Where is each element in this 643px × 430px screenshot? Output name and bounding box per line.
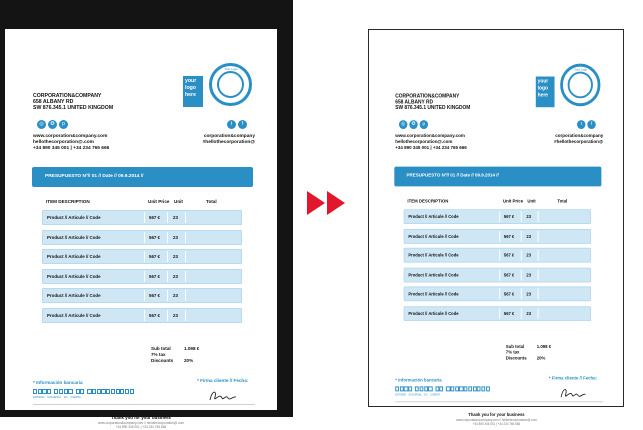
item-quantity: 23: [526, 272, 531, 278]
item-description: Product // Articule // Code: [408, 214, 459, 220]
item-quantity: 23: [173, 273, 178, 279]
social-handles: corporation&company #hellothecorporation@: [202, 134, 255, 145]
table-row: [404, 248, 591, 263]
twitter-icon[interactable]: t: [577, 120, 585, 129]
arrow-right-icon: [327, 191, 345, 215]
stamp-text: Your Logo: [574, 67, 588, 72]
instagram-icon[interactable]: ◎: [37, 120, 46, 129]
bank-field-labels: ENTIDAD SUCURSAL DC CUENTA: [395, 393, 441, 397]
website-link[interactable]: www.corporation&company.com: [395, 133, 465, 139]
table-row: [42, 308, 242, 323]
invoice-content: [369, 30, 624, 427]
pinterest-icon[interactable]: p: [59, 120, 68, 129]
item-price: 567 €: [503, 233, 515, 239]
item-quantity: 23: [173, 293, 178, 299]
company-name: CORPORATION&COMPANY: [33, 93, 102, 99]
thank-you-note: Thank you for your business: [110, 415, 171, 420]
item-price: 567 €: [149, 234, 160, 240]
header-unit-price: Unit Price: [148, 199, 170, 204]
signature-scribble: [559, 385, 587, 401]
twitter-icon[interactable]: t: [227, 120, 236, 129]
bank-info-label: * Información bancaria: [33, 380, 83, 385]
company-address: [395, 93, 470, 111]
address-line: SW 876.345.1 UNITED KINGDOM: [395, 105, 471, 112]
website-link[interactable]: www.corporation&company.com: [33, 134, 108, 139]
header-total: Total: [206, 199, 217, 204]
social-icons-right: [577, 120, 596, 129]
item-quantity: 23: [173, 234, 178, 240]
social-handles: corporation&company #hellothecorporation@: [554, 133, 604, 145]
logo-placeholder: your logo here: [536, 77, 555, 108]
company-address: [33, 93, 113, 112]
item-description: Product // Articule // Code: [408, 272, 459, 278]
item-description: Product // Articule // Code: [47, 254, 101, 260]
header-unit-price: Unit Price: [502, 198, 524, 204]
bank-account-boxes: [33, 389, 134, 394]
header-unit: Unit: [527, 198, 536, 204]
signature-label: * Firma cliente // Fecha:: [197, 378, 249, 383]
invoice-sheet-result: [368, 29, 624, 427]
item-quantity: 23: [526, 233, 531, 239]
email-link[interactable]: hellothecorporation@.com: [395, 139, 453, 145]
item-description: Product // Articule // Code: [408, 291, 459, 297]
quote-banner: PRESUPUESTO Nº// 01 // Date // 09.9.2014 //: [394, 167, 601, 187]
item-quantity: 23: [526, 311, 531, 317]
table-row: [42, 210, 242, 225]
item-quantity: 23: [173, 215, 178, 220]
totals-values: 1.098 € 20%: [536, 343, 552, 361]
dribbble-icon[interactable]: ❂: [48, 120, 57, 129]
item-price: 567 €: [503, 311, 515, 317]
item-price: 567 €: [149, 254, 160, 260]
social-icons-right: [227, 120, 247, 129]
divider-line: [33, 404, 255, 405]
item-quantity: 23: [526, 252, 531, 258]
phone-numbers: +34 890 345 001 | +34 234 765 666: [33, 146, 110, 151]
bank-info-label: * Información bancaria: [395, 377, 442, 383]
signature-scribble: [208, 388, 238, 404]
table-row: [42, 230, 242, 245]
totals-labels: Sub total 7% tax Discounts: [151, 346, 174, 363]
table-row: [404, 209, 591, 224]
item-price: 567 €: [149, 293, 160, 299]
bank-field-labels: ENTIDAD SUCURSAL DC CUENTA: [33, 396, 81, 399]
item-price: 567 €: [503, 272, 515, 278]
address-line: 658 ALBANY RD: [395, 99, 434, 106]
item-price: 567 €: [503, 291, 515, 297]
divider-line: [395, 401, 603, 402]
table-row: [42, 249, 242, 264]
contact-info: [395, 134, 467, 152]
signature-label: * Firma cliente // Fecha:: [548, 375, 597, 381]
totals-values: 1.098 € 20%: [184, 346, 200, 363]
item-quantity: 23: [173, 313, 178, 318]
item-price: 567 €: [149, 273, 160, 279]
stamp-text: Your Logo: [224, 67, 238, 71]
header-unit: Unit: [174, 199, 183, 204]
company-name: CORPORATION&COMPANY: [395, 93, 460, 100]
table-row: [42, 288, 242, 303]
item-description: Product // Articule // Code: [408, 252, 459, 258]
item-quantity: 23: [173, 254, 178, 260]
item-description: Product // Articule // Code: [408, 233, 459, 239]
item-description: Product // Articule // Code: [47, 273, 101, 279]
item-description: Product // Articule // Code: [47, 215, 101, 220]
table-row: [404, 229, 591, 244]
item-price: 567 €: [149, 215, 160, 220]
contact-info: [33, 134, 109, 152]
arrow-right-icon: [307, 191, 325, 215]
facebook-icon[interactable]: f: [587, 120, 595, 129]
transform-arrows: [307, 191, 345, 215]
facebook-icon[interactable]: f: [238, 120, 247, 129]
table-row: [404, 306, 591, 321]
phone-numbers: +34 890 345 001 | +34 234 765 666: [395, 145, 467, 151]
instagram-icon[interactable]: ◎: [399, 120, 407, 129]
social-icons-left: [37, 120, 68, 129]
header-total: Total: [557, 198, 568, 204]
item-description: Product // Articule // Code: [47, 313, 101, 318]
pinterest-icon[interactable]: p: [420, 120, 428, 129]
item-price: 567 €: [503, 214, 515, 220]
table-row: [42, 269, 242, 284]
table-row: [404, 287, 591, 302]
header-description: ITEM DESCRIPTION: [407, 198, 449, 204]
dribbble-icon[interactable]: ❂: [409, 120, 417, 129]
social-icons-left: [399, 120, 428, 129]
logo-placeholder: your logo here: [183, 76, 203, 107]
totals-labels: Sub total 7% tax Discounts: [505, 343, 527, 361]
address-line: SW 876.345.1 UNITED KINGDOM: [33, 105, 114, 112]
item-description: Product // Articule // Code: [47, 293, 101, 299]
item-description: Product // Articule // Code: [47, 234, 101, 240]
table-row: [404, 267, 591, 282]
footer-contact: www.corporation&company.com // hellothecorporation@.com +34 890 345 001 | +34 234 765 666: [456, 418, 537, 427]
footer-contact: www.corporation&company.com // hellothecorporation@.com +34 890 345 001 | +34 234 765 666: [97, 421, 185, 430]
item-price: 567 €: [149, 313, 160, 318]
invoice-content: [5, 29, 277, 430]
item-description: Product // Articule // Code: [408, 311, 459, 317]
item-quantity: 23: [526, 291, 531, 297]
item-price: 567 €: [503, 252, 515, 258]
invoice-sheet-original: [5, 29, 277, 430]
quote-banner: PRESUPUESTO Nº// 01 // Date // 09.9.2014 //: [32, 167, 253, 187]
thank-you-note: Thank you for your business: [468, 412, 525, 418]
header-description: ITEM DESCRIPTION: [46, 199, 90, 204]
item-quantity: 23: [526, 214, 531, 220]
email-link[interactable]: hellothecorporation@.com: [33, 140, 94, 145]
address-line: 658 ALBANY RD: [33, 99, 74, 106]
bank-account-boxes: [395, 386, 489, 391]
